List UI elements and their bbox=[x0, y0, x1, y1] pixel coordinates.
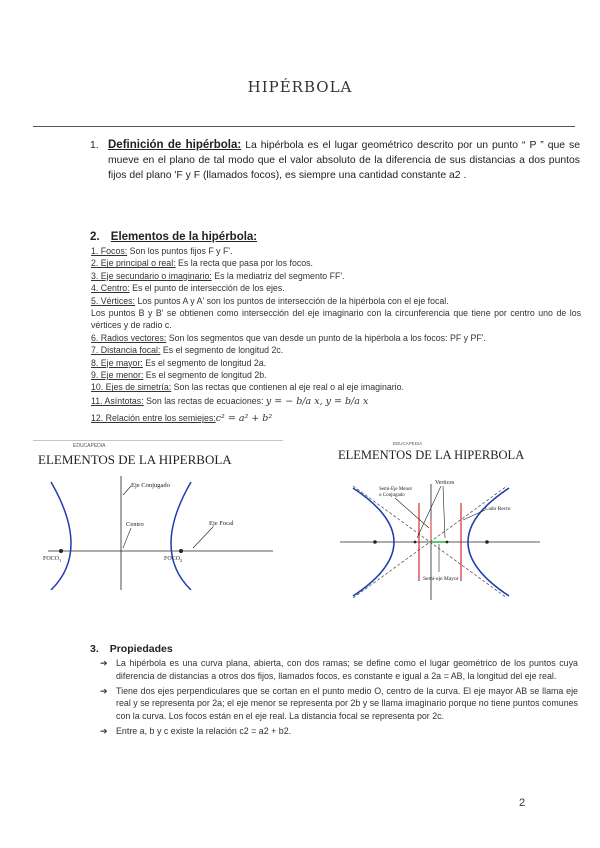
diagram-brand: EDUCAPEDIA bbox=[73, 443, 106, 449]
list-item: 12. Relación entre los semiejes:c² = a² + b² bbox=[91, 413, 273, 425]
list-item: ➔ Tiene dos ejes perpendiculares que se cortan en el punto medio O, centro de la curva. El eje mayor AB se llama eje real y se representa por 2a; el eje menor se representa por 2b y se llama imaginario porque no tiene puntos comunes con la curva. Los focos están en el eje real. La distancia focal se representa por 2c. bbox=[100, 685, 578, 722]
arrow-icon: ➔ bbox=[100, 685, 108, 696]
label-semi-eje-mayor: Semi-eje Mayor bbox=[423, 576, 459, 582]
right-branch bbox=[171, 482, 191, 590]
label-foco-2: $FOCO_2$ bbox=[164, 556, 183, 563]
list-item: 4. Centro: Es el punto de intersección de los ejes. bbox=[91, 283, 285, 294]
label-centro: Centro bbox=[126, 521, 144, 528]
arrow-icon: ➔ bbox=[100, 725, 108, 736]
list-item: 3. Eje secundario o imaginario: Es la mediatriz del segmento FF'. bbox=[91, 270, 345, 281]
vertex-2 bbox=[446, 541, 449, 544]
section-number: 1. bbox=[90, 140, 99, 151]
page-number: 2 bbox=[519, 797, 526, 809]
section-heading: Elementos de la hipérbola: bbox=[110, 231, 258, 243]
focus-1 bbox=[59, 549, 63, 553]
label-eje-focal: Eje Focal bbox=[209, 520, 234, 527]
section-heading: Definición de hipérbola: bbox=[108, 139, 242, 151]
label-lado-recto: Lado Recto bbox=[485, 506, 511, 512]
list-item: 7. Distancia focal: Es el segmento de longitud 2c. bbox=[91, 345, 284, 356]
elements-list bbox=[91, 245, 581, 426]
list-item: 6. Radios vectores: Son los segmentos que van desde un punto de la hipérbola a los focos: PF y PF'. bbox=[91, 332, 486, 343]
section-number: 2. bbox=[90, 231, 100, 243]
vertex-1 bbox=[414, 541, 417, 544]
list-item: 9. Eje menor: Es el segmento de longitud 2b. bbox=[91, 370, 267, 381]
diagram-title: ELEMENTOS DE LA HIPERBOLA bbox=[38, 452, 232, 467]
section-heading: Propiedades bbox=[109, 643, 173, 655]
list-item: 2. Eje principal o real: Es la recta que pasa por los focos. bbox=[91, 258, 313, 269]
focus-2 bbox=[179, 549, 183, 553]
label-foco-1: $FOCO_1$ bbox=[43, 556, 62, 563]
list-item: Los puntos B y B' se obtienen como intersección del eje imaginario con la circunferencia que tiene por centro uno de los vértices y de radio c. bbox=[91, 308, 581, 331]
list-item: 5. Vértices: Los puntos A y A' son los puntos de intersección de la hipérbola con el eje focal. bbox=[91, 295, 449, 306]
arrow-icon: ➔ bbox=[100, 658, 108, 668]
hyperbola-diagram-2 bbox=[335, 440, 545, 600]
focus-1 bbox=[373, 540, 377, 544]
hyperbola-diagram-1 bbox=[33, 440, 283, 590]
label-eje-conjugado: Eje Conjugado bbox=[131, 482, 170, 489]
list-item: ➔ Entre a, b y c existe la relación c2 = a2 + b2. bbox=[100, 725, 292, 736]
label-semi-eje-menor-2: o Conjugado bbox=[379, 493, 405, 498]
semiaxes-formula: c² = a² + b² bbox=[215, 413, 273, 425]
list-item: ➔ La hipérbola es una curva plana, abierta, con dos ramas; se define como el lugar geométrico de los puntos cuya diferencia de distancias a otros dos fijos, llamados focos, es constante e igual a 2a = AB, la longitud del eje real. bbox=[100, 658, 578, 681]
section-elements-heading bbox=[90, 231, 257, 243]
label-semi-eje-menor: Semi-Eje Menor bbox=[379, 487, 413, 492]
label-vertices: Vertices bbox=[435, 480, 455, 486]
diagram-title: ELEMENTOS DE LA HIPERBOLA bbox=[338, 448, 525, 462]
asymptote-formula: y = − b/a x, y = b/a x bbox=[265, 395, 369, 407]
page-title: HIPÉRBOLA bbox=[247, 78, 353, 96]
list-item: 11. Asíntotas: Son las rectas de ecuaciones: y = − b/a x, y = b/a x bbox=[91, 395, 369, 407]
list-item: 1. Focos: Son los puntos fijos F y F'. bbox=[91, 246, 233, 256]
properties-list bbox=[100, 657, 578, 740]
diagram-brand: EDUCAPEDIA bbox=[393, 441, 423, 446]
left-branch bbox=[51, 482, 71, 590]
section-properties-heading bbox=[90, 643, 173, 655]
section-definition bbox=[90, 138, 580, 183]
list-item: 8. Eje mayor: Es el segmento de longitud 2a. bbox=[91, 357, 267, 368]
definition-text: La hipérbola es el lugar geométrico descrito por un punto “ P ” que se mueve en el plano de tal modo que el valor absoluto de la diferencia de sus distancias a dos puntos fijos del plano 'F y F (llamados focos), es siempre una cantidad constante a2 . bbox=[108, 140, 580, 181]
focus-2 bbox=[485, 540, 489, 544]
title-divider bbox=[33, 126, 575, 127]
section-number: 3. bbox=[90, 643, 99, 655]
list-item: 10. Ejes de simetría: Son las rectas que contienen al eje real o al eje imaginario. bbox=[91, 382, 404, 393]
